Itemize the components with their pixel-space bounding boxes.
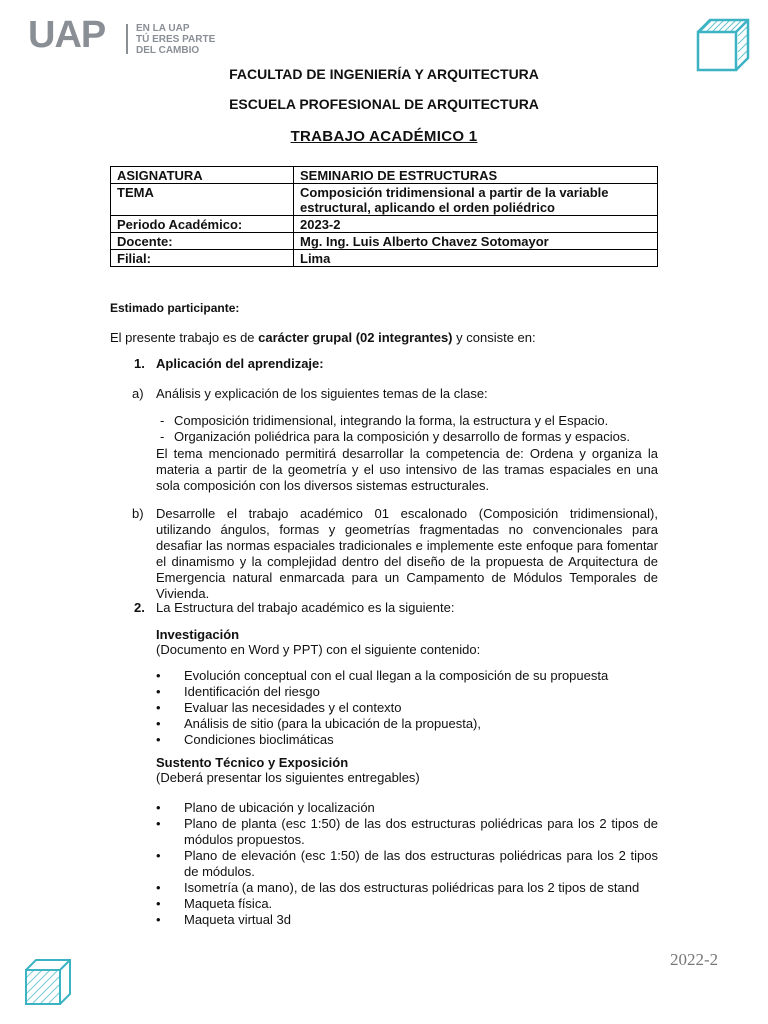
list-item: • Plano de ubicación y localización — [156, 800, 658, 816]
list-item: • Evolución conceptual con el cual llegan a la composición de su propuesta — [156, 668, 658, 684]
intro-text: El presente trabajo es de — [110, 330, 259, 345]
table-value: Lima — [294, 250, 658, 267]
sustento-title: Sustento Técnico y Exposición — [156, 755, 349, 770]
list-item: - Composición tridimensional, integrando la forma, la estructura y el Espacio. — [156, 413, 662, 429]
item-a-text: Análisis y explicación de los siguientes temas de la clase: — [156, 386, 488, 401]
logo-slogan — [136, 23, 215, 56]
table-row — [111, 216, 658, 233]
investigacion-list — [156, 668, 658, 748]
table-value: 2023-2 — [294, 216, 658, 233]
list-item: • Maqueta física. — [156, 896, 658, 912]
section1-num: 1. — [134, 356, 145, 371]
table-value: Composición tridimensional a partir de la variable estructural, aplicando el orden poliédrico — [294, 184, 658, 216]
slogan-line: TÚ ERES PARTE — [136, 34, 216, 45]
list-item: - Organización poliédrica para la composición y desarrollo de formas y espacios. — [156, 429, 662, 445]
school-heading: ESCUELA PROFESIONAL DE ARQUITECTURA — [229, 96, 539, 112]
item-b-label: b) — [132, 506, 144, 521]
logo-divider — [126, 24, 128, 54]
list-item: • Condiciones bioclimáticas — [156, 732, 658, 748]
table-row — [111, 250, 658, 267]
list-item: • Isometría (a mano), de las dos estructuras poliédricas para los 2 tipos de stand — [156, 880, 658, 896]
table-label: Filial: — [111, 250, 294, 267]
sustento-list — [156, 800, 658, 928]
slogan-line: EN LA UAP — [136, 23, 190, 34]
intro-text: y consiste en: — [452, 330, 536, 345]
list-item: • Análisis de sitio (para la ubicación de la propuesta), — [156, 716, 658, 732]
section1-title: Aplicación del aprendizaje: — [156, 356, 324, 371]
info-table — [110, 166, 658, 267]
table-row — [111, 167, 658, 184]
cube-icon — [22, 956, 74, 1008]
investigacion-title: Investigación — [156, 627, 240, 642]
section2-num: 2. — [134, 600, 145, 615]
table-label: Periodo Académico: — [111, 216, 294, 233]
brand-logo: UAP — [28, 14, 106, 56]
table-row — [111, 184, 658, 216]
footer-year: 2022-2 — [670, 950, 719, 969]
table-label: ASIGNATURA — [111, 167, 294, 184]
list-item: • Plano de planta (esc 1:50) de las dos estructuras poliédricas para los 2 tipos de módulos propuestos. — [156, 816, 658, 848]
list-item: • Maqueta virtual 3d — [156, 912, 658, 928]
intro-bold: carácter grupal (02 integrantes) — [258, 330, 453, 345]
table-row — [111, 233, 658, 250]
slogan-line: DEL CAMBIO — [136, 45, 200, 56]
item-a-paragraph: El tema mencionado permitirá desarrollar la competencia de: Ordena y organiza la materia a partir de la geometría y el uso intensivo de las tramas espaciales en una sola composición con los diversos sistemas estructurales. — [156, 446, 658, 493]
item-a-label: a) — [132, 386, 144, 401]
table-value: SEMINARIO DE ESTRUCTURAS — [294, 167, 658, 184]
intro-paragraph — [110, 330, 670, 346]
list-item: • Identificación del riesgo — [156, 684, 658, 700]
item-b-text: Desarrolle el trabajo académico 01 escalonado (Composición tridimensional), utilizando ángulos, formas y geometrías fragmentadas no convencionales para desafiar las normas espaciales tradicionales e implemente este enfoque para fomentar el dinamismo y la complejidad dentro del diseño de la propuesta de Arquitectura de Emergencia natural enmarcada para un Campamento de Módulos Temporales de Vivienda. — [156, 506, 658, 601]
greeting: Estimado participante: — [110, 301, 240, 315]
table-label: TEMA — [111, 184, 294, 216]
list-item: • Plano de elevación (esc 1:50) de las dos estructuras poliédricas para los 2 tipos de módulos. — [156, 848, 658, 880]
sustento-subtitle: (Deberá presentar los siguientes entregables) — [156, 770, 420, 785]
list-item: • Evaluar las necesidades y el contexto — [156, 700, 658, 716]
table-value: Mg. Ing. Luis Alberto Chavez Sotomayor — [294, 233, 658, 250]
table-label: Docente: — [111, 233, 294, 250]
investigacion-subtitle: (Documento en Word y PPT) con el siguiente contenido: — [156, 642, 481, 657]
faculty-heading: FACULTAD DE INGENIERÍA Y ARQUITECTURA — [229, 66, 539, 82]
document-title: TRABAJO ACADÉMICO 1 — [290, 128, 478, 145]
section2-text: La Estructura del trabajo académico es la siguiente: — [156, 600, 455, 615]
item-a-dash-list — [156, 413, 662, 445]
